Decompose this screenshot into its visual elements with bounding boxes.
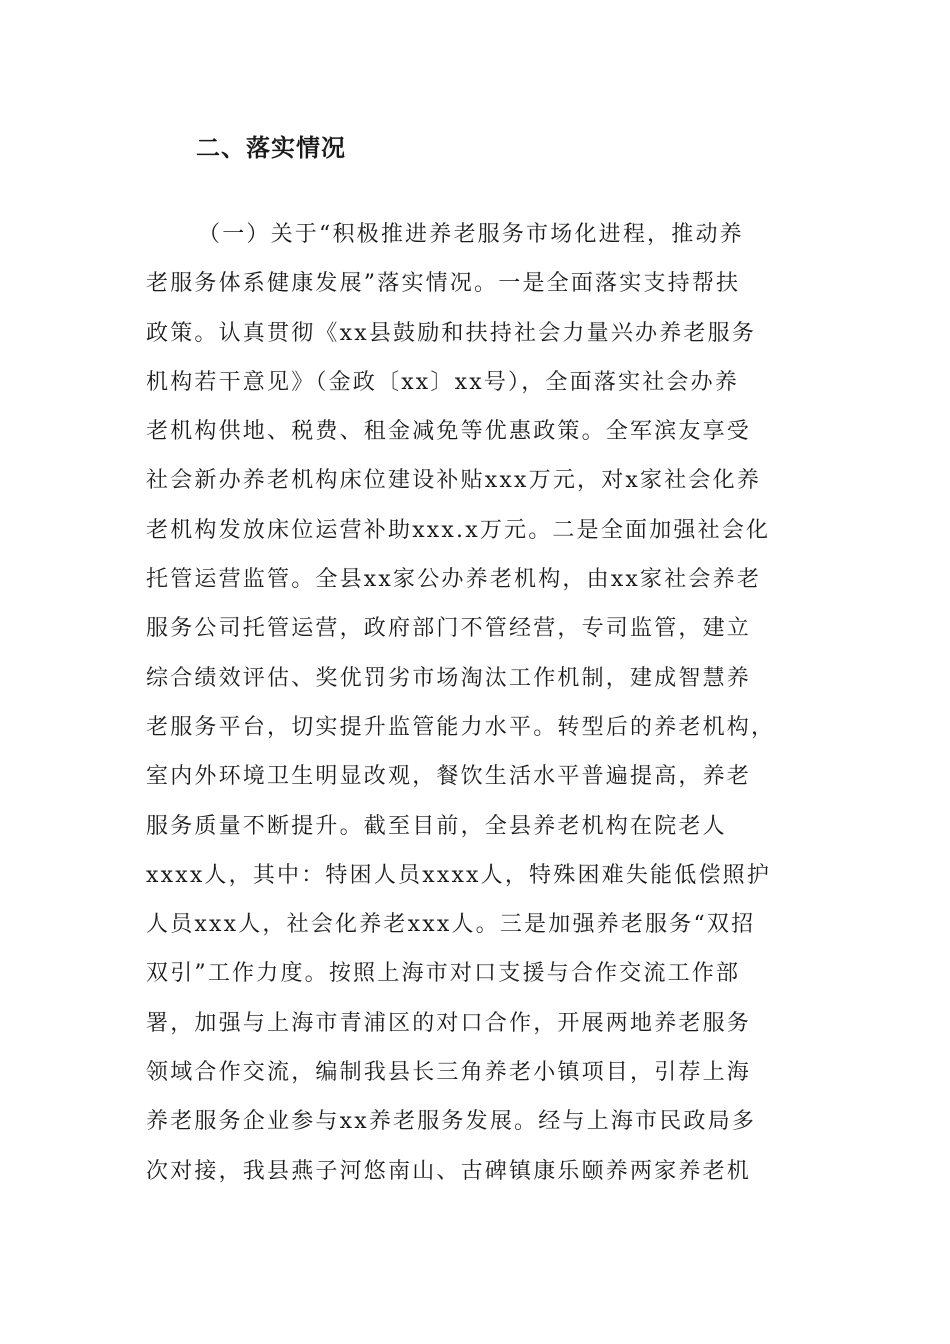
paragraph-line: 人员xxx人，社会化养老xxx人。三是加强养老服务“双招 xyxy=(146,912,756,938)
paragraph-line: 社会新办养老机构床位建设补贴xxx万元，对x家社会化养 xyxy=(146,468,762,494)
paragraph-line: 老机构发放床位运营补助xxx.x万元。二是全面加强社会化 xyxy=(146,517,771,543)
paragraph-line: 综合绩效评估、奖优罚劣市场淘汰工作机制，建成智慧养 xyxy=(146,665,752,691)
paragraph-line: 托管运营监管。全县xx家公办养老机构，由xx家社会养老 xyxy=(146,567,762,593)
paragraph-line: 次对接，我县燕子河悠南山、古碑镇康乐颐养两家养老机 xyxy=(146,1158,752,1184)
body-paragraph xyxy=(146,210,826,1196)
paragraph-line: 服务质量不断提升。截至目前，全县养老机构在院老人 xyxy=(146,813,727,839)
paragraph-line: 老服务体系健康发展”落实情况。一是全面落实支持帮扶 xyxy=(146,271,741,297)
paragraph-line: 机构若干意见》（金政〔xx〕xx号），全面落实社会办养 xyxy=(146,369,740,395)
paragraph-line: 老机构供地、税费、租金减免等优惠政策。全军滨友享受 xyxy=(146,419,752,445)
paragraph-line: 双引”工作力度。按照上海市对口支援与合作交流工作部 xyxy=(146,961,741,987)
paragraph-line: （一）关于“积极推进养老服务市场化进程，推动养 xyxy=(198,222,744,247)
paragraph-line: 领域合作交流，编制我县长三角养老小镇项目，引荐上海 xyxy=(146,1060,752,1086)
paragraph-line: xxxx人，其中：特困人员xxxx人，特殊困难失能低偿照护 xyxy=(146,862,772,888)
paragraph-line: 服务公司托管运营，政府部门不管经营，专司监管，建立 xyxy=(146,616,752,642)
paragraph-line: 室内外环境卫生明显改观，餐饮生活水平普遍提高，养老 xyxy=(146,764,752,790)
paragraph-line: 政策。认真贯彻《xx县鼓励和扶持社会力量兴办养老服务 xyxy=(146,320,757,346)
paragraph-line: 署，加强与上海市青浦区的对口合作，开展两地养老服务 xyxy=(146,1010,752,1036)
paragraph-line: 养老服务企业参与xx养老服务发展。经与上海市民政局多 xyxy=(146,1109,757,1135)
paragraph-line: 老服务平台，切实提升监管能力水平。转型后的养老机构， xyxy=(146,714,776,740)
section-heading: 二、落实情况 xyxy=(196,134,346,162)
